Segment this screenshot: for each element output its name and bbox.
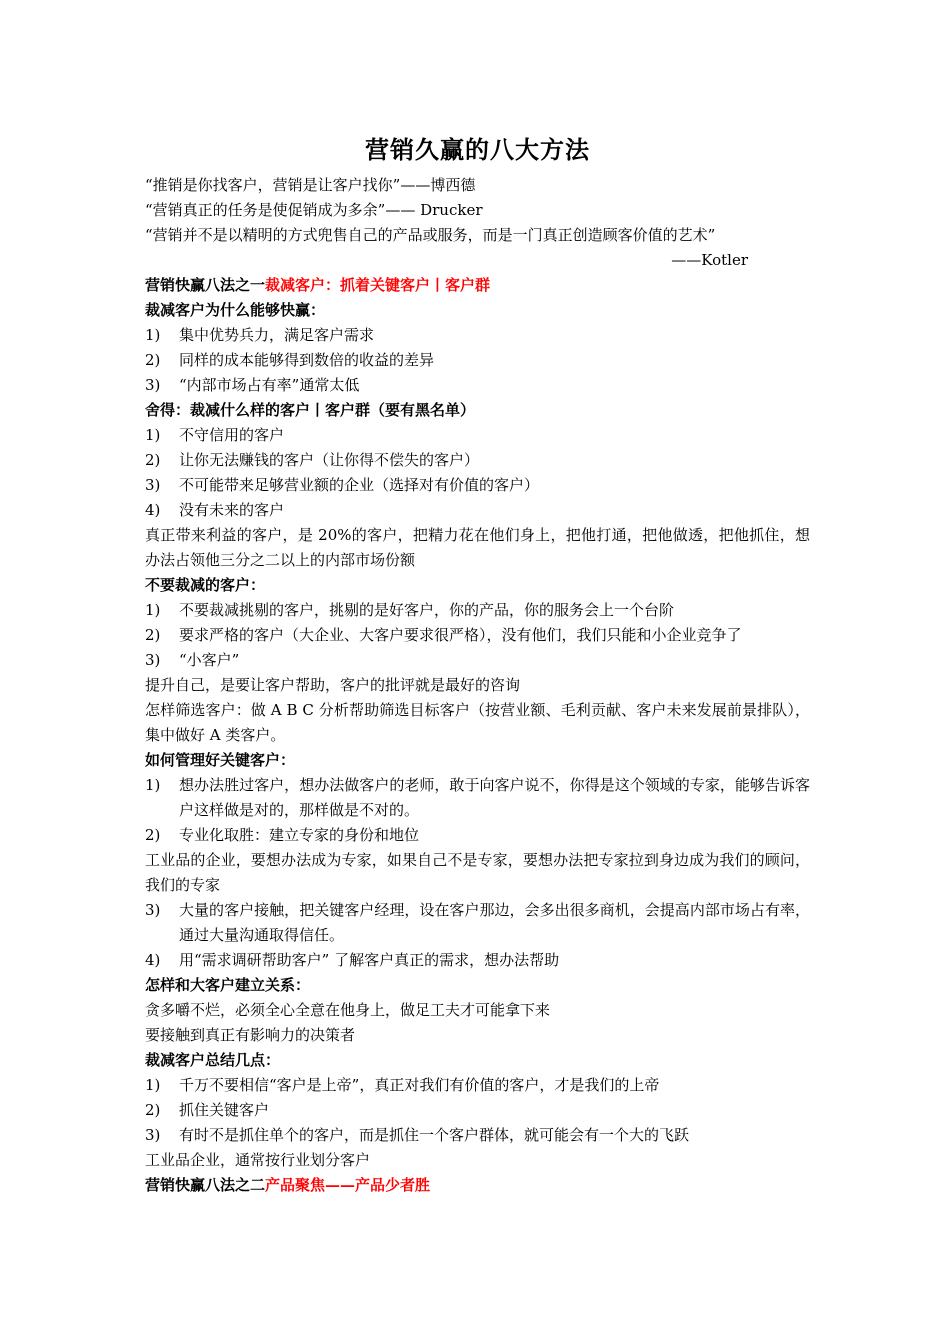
document-page (145, 130, 810, 1198)
list-item: 1) 不守信用的客户 (145, 426, 285, 444)
list-item: 2) 要求严格的客户（大企业、大客户要求很严格），没有他们，我们只能和小企业竞争了 (145, 626, 742, 644)
list-item: 1) 集中优势兵力，满足客户需求 (145, 326, 375, 344)
quote-author: ——Kotler (671, 251, 748, 269)
list-item: 4) 用“需求调研帮助客户” 了解客户真正的需求，想办法帮助 (145, 951, 560, 969)
summary-heading: 裁减客户总结几点： (145, 1051, 281, 1069)
list-item: 2) 专业化取胜：建立专家的身份和地位 (145, 826, 420, 844)
list-item: 3) 不可能带来足够营业额的企业（选择对有价值的客户） (145, 476, 540, 494)
list-item: 3) 有时不是抓住单个的客户，而是抓住一个客户群体，就可能会有一个大的飞跃 (145, 1126, 690, 1144)
manage-heading: 如何管理好关键客户： (145, 751, 296, 769)
section-1-highlight: 裁减客户：抓着关键客户丨客户群 (265, 276, 491, 294)
quote-2: “营销真正的任务是使促销成为多余”—— Drucker (145, 201, 483, 219)
list-item: 2) 抓住关键客户 (145, 1101, 270, 1119)
section-2-highlight: 产品聚焦——产品少者胜 (265, 1176, 431, 1194)
keep-heading: 不要裁减的客户： (145, 576, 266, 594)
paragraph-contact: 要接触到真正有影响力的决策者 (145, 1026, 356, 1044)
document-title: 营销久赢的八大方法 (365, 135, 590, 164)
section-1-heading (145, 273, 810, 298)
section-2-heading (145, 1173, 810, 1198)
relation-heading: 怎样和大客户建立关系： (145, 976, 311, 994)
paragraph-20-percent: 真正带来利益的客户，是 20%的客户，把精力花在他们身上，把他打通，把他做透，把他抓住，想办法占领他三分之二以上的内部市场份额 (145, 526, 810, 569)
paragraph-industry: 工业品企业，通常按行业划分客户 (145, 1151, 371, 1169)
paragraph-industrial: 工业品的企业，要想办法成为专家，如果自己不是专家，要想办法把专家拉到身边成为我们的顾问，我们的专家 (145, 851, 810, 894)
list-item: 3) 大量的客户接触，把关键客户经理，设在客户那边，会多出很多商机，会提高内部市场占有率，通过大量沟通取得信任。 (145, 901, 810, 944)
why-heading: 裁减客户为什么能够快赢： (145, 301, 326, 319)
list-item: 1) 千万不要相信“客户是上帝”，真正对我们有价值的客户，才是我们的上帝 (145, 1076, 660, 1094)
list-item: 3) “内部市场占有率”通常太低 (145, 376, 360, 394)
section-1-prefix: 营销快赢八法之一 (145, 276, 266, 294)
list-item: 2) 同样的成本能够得到数倍的收益的差异 (145, 351, 435, 369)
paragraph-screen: 怎样筛选客户：做 A B C 分析帮助筛选目标客户（按营业额、毛利贡献、客户未来发展前景排队），集中做好 A 类客户。 (145, 701, 810, 744)
list-item: 1) 不要裁减挑剔的客户，挑剔的是好客户，你的产品，你的服务会上一个台阶 (145, 601, 675, 619)
list-item: 4) 没有未来的客户 (145, 501, 285, 519)
list-item: 1) 想办法胜过客户，想办法做客户的老师，敢于向客户说不，你得是这个领域的专家，能够告诉客户这样做是对的，那样做是不对的。 (145, 776, 810, 819)
paragraph-improve: 提升自己，是要让客户帮助，客户的批评就是最好的咨询 (145, 676, 521, 694)
quote-3: “营销并不是以精明的方式兜售自己的产品或服务，而是一门真正创造顾客价值的艺术” (145, 226, 716, 244)
which-heading: 舍得：裁减什么样的客户丨客户群（要有黑名单） (145, 401, 476, 419)
list-item: 2) 让你无法赚钱的客户（让你得不偿失的客户） (145, 451, 480, 469)
list-item: 3) “小客户” (145, 651, 240, 669)
paragraph-greedy: 贪多嚼不烂，必须全心全意在他身上，做足工夫才可能拿下来 (145, 1001, 551, 1019)
quote-1: “推销是你找客户，营销是让客户找你”——博西德 (145, 176, 476, 194)
section-2-prefix: 营销快赢八法之二 (145, 1176, 266, 1194)
